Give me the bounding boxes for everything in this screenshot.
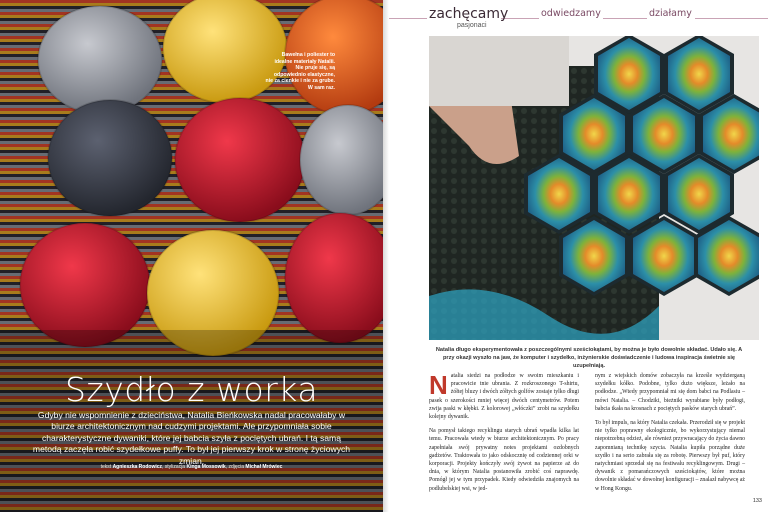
subsection-name: pasjonaci <box>457 22 487 29</box>
credit-text-label: tekst <box>100 464 112 470</box>
page-number: 133 <box>752 498 762 504</box>
crochet-hexagons-photo <box>429 36 759 340</box>
article-title: Szydło z worka <box>64 370 319 409</box>
article-lead: Gdyby nie wspomnienie z dzieciństwa, Natalia Bieńkowska nadal pracowałaby w biurze architektonicznym nad cudzymi projektami. Ale przypomniała sobie charakterystyczne dywaniki, które jej babcia szyła z pociętych ubrań. I tą samą metodą zaczęła robić szydełkowe puffy. To był jej pierwszy krok w stronę życiowych zmian. <box>32 410 351 466</box>
credit-styling-author: Kinga Mossowik <box>186 464 226 470</box>
col1-paragraph-1: atalia siedzi na podłodze w swoim mieszkaniu i pracowicie tnie ubrania. Z rozkroszonego T-shirtu, żółtej bluzy i dwóch zółtych golfów zostaje tylko długi pasek o szerokości mniej więcej dwóch centymetrów. Potem zwija paski w kłębki. Z kolorowej „włóczki” zrobi na szydełku kolejny dywanik. <box>429 373 579 421</box>
header-rule-left <box>389 18 427 19</box>
section-name: zachęcamy <box>429 6 509 22</box>
credit-photo-author: Michał Mrówiec <box>245 464 283 470</box>
section-header <box>389 0 768 30</box>
credit-text-author: Agnieszka Rodowicz <box>112 464 163 470</box>
left-page <box>0 0 383 512</box>
drop-cap: N <box>429 370 448 400</box>
text-column-1 <box>429 372 579 499</box>
right-page <box>389 0 768 512</box>
article-credits: tekst Agnieszka Rodowicz, stylizacja Kinga Mossowik, zdjęcia Michał Mrówiec <box>100 464 283 470</box>
hexagon-photo-caption: Natalia długo eksperymentowała z poszczególnymi sześciokątami, by można je było dowolnie składać. Udało się. A przy okazji wyszło na jaw, że komputer i szydełko, inżynierskie doświadczenie i ludowa inspiracja świetnie się uzupełniają. <box>435 347 743 369</box>
col2-paragraph-2: To był impuls, na który Natalia czekała. Przerodził się w projekt nie tylko poprawny ekologicznie, bo wykorzystujący niemal niepotrzebną odzież, ale również przywracający do życia dawno zapomnianą technikę szycia. Natalia kupiła porządne duże szydło i na serio zabrała się za robotę. Pierwszy był puf, który natychmiast sprzedał się na festiwalu recyklingowym. Drugi – dywanik z pomarańczowych sześciokątów, które można dowolnie składać w dowolnej konfiguracji – znalazł nabywcę aż w Hong Kongu. <box>595 420 745 492</box>
credit-styling-label: stylizacja <box>164 464 186 470</box>
header-rule-right <box>695 18 768 19</box>
nav-dzialamy: działamy <box>649 8 692 19</box>
header-rule-mid-right <box>603 18 647 19</box>
col1-paragraph-2: Na pomysł takiego recyklingu starych ubrań wpadła kilka lat temu. Pracowała wtedy w biurze architektonicznym. Po pracy zapełniała swój prywatny notes projektami ozdobnych gadżetów. Traktowała to jako odskocznię od codziennej orki w korporacji. Projekty kończyły swój żywot na papierze aż do dnia, w którym Natalia postanowiła zrobić coś naprawdę. Pomógł jej w tym przypadek. Kiedy odwiedziła znajomych na podlubelskiej wsi, w jed- <box>429 428 579 492</box>
text-column-2 <box>595 372 745 499</box>
nav-odwiedzamy: odwiedzamy <box>541 8 601 19</box>
yarn-photo-caption: Bawełna i poliester to idealne materiały Natalii. Nie pruje się, są odpowiednio elastyczne, nie za cienkie i nie za grube. W sam raz. <box>265 52 335 91</box>
credit-photo-label: zdjęcia <box>228 464 245 470</box>
col2-paragraph-1: nym z wiejskich domów zobaczyła na krześle wydzierganą szydełku kółko. Podobne, tylko dużo większe, leżało na podłodze. „Wtedy przypomniał mi się dom babci na Podlasiu – mówi Natalia. – Chodziki, bieżniki wyrabiane były podłogi, babcia tkała na krosnach z pociętych pasków starych ubrań”. <box>595 373 745 412</box>
